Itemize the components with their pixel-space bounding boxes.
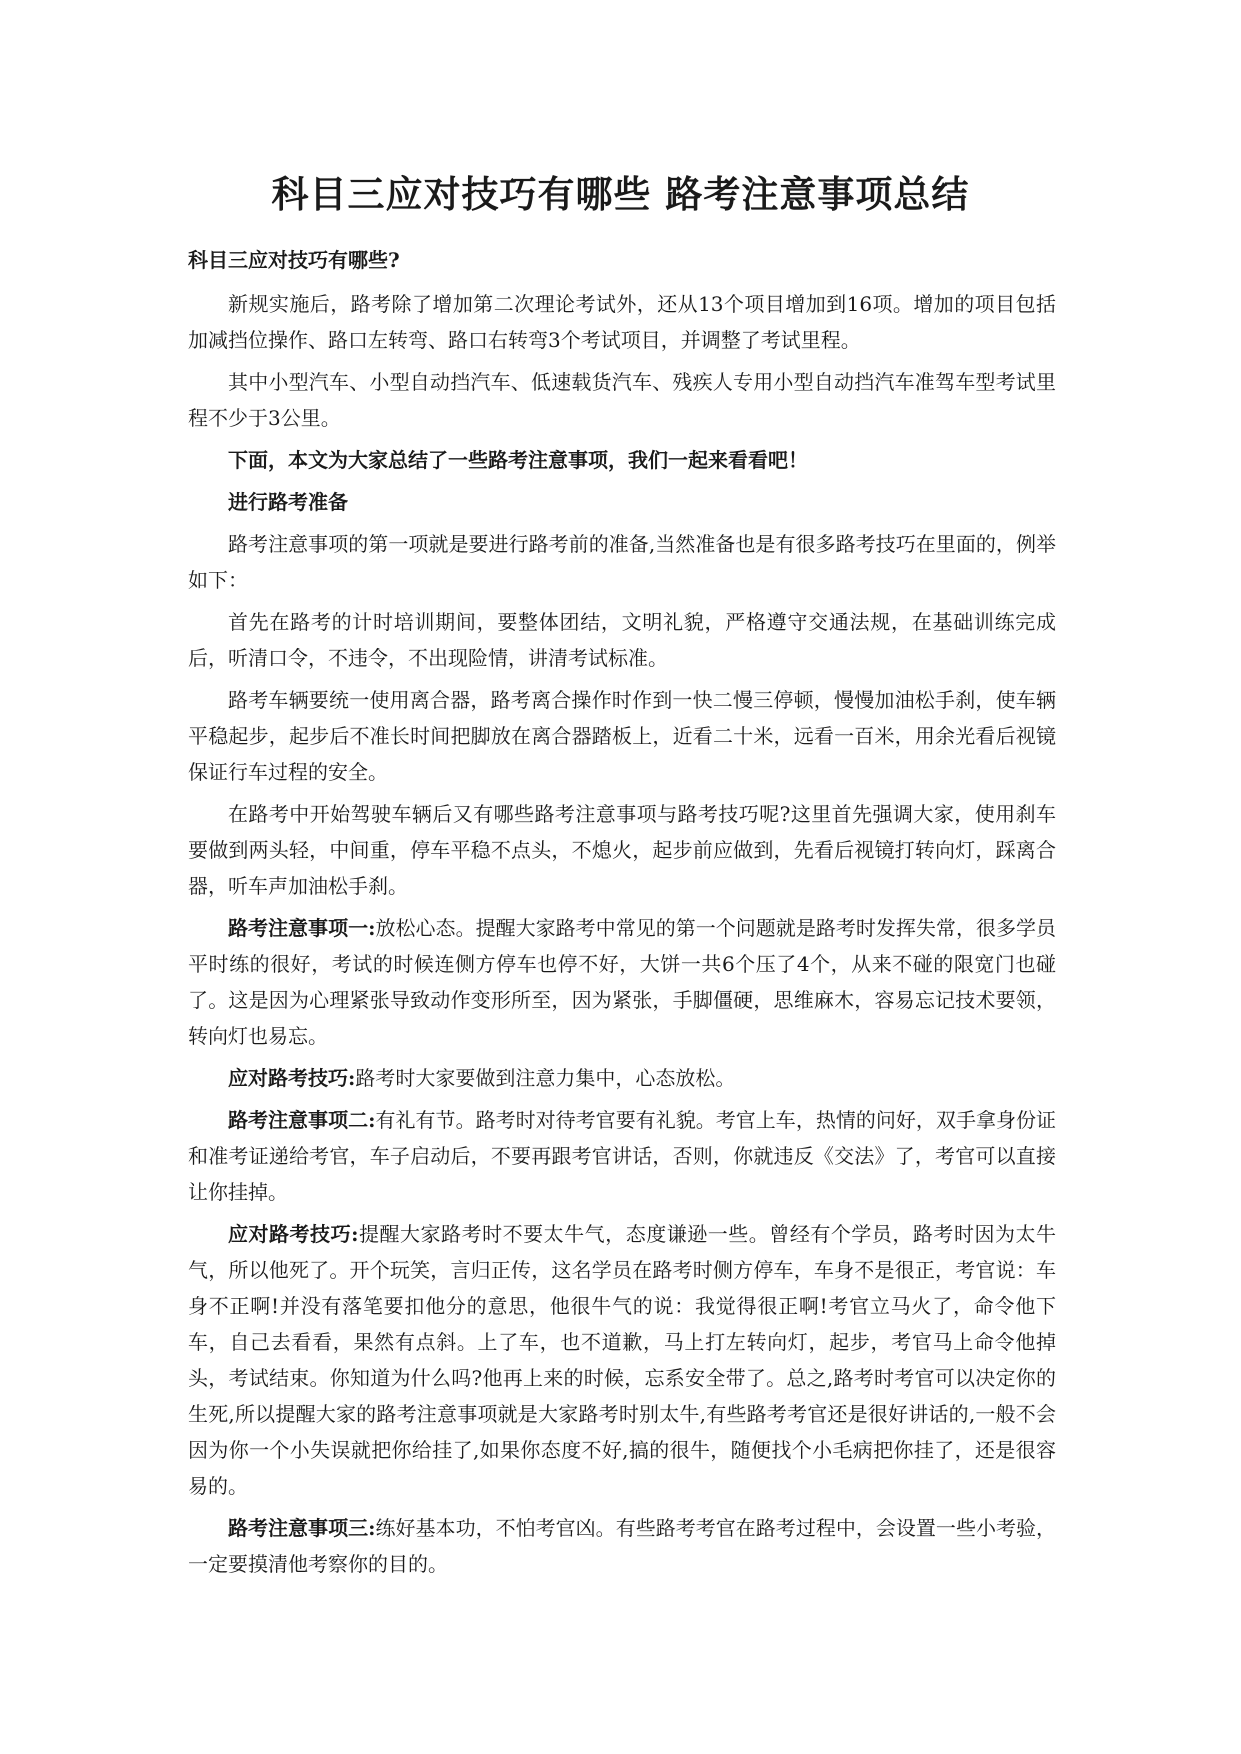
paragraph [188,910,1056,1054]
paragraph-lead: 路考注意事项三: [228,1516,376,1540]
paragraph: 新规实施后，路考除了增加第二次理论考试外，还从13个项目增加到16项。增加的项目包括加减挡位操作、路口左转弯、路口右转弯3个考试项目，并调整了考试里程。 [188,292,1056,352]
bold-paragraph: 下面，本文为大家总结了一些路考注意事项，我们一起来看看吧！ [228,448,808,472]
paragraph: 路考车辆要统一使用离合器，路考离合操作时作到一快二慢三停顿，慢慢加油松手刹，使车辆平稳起步，起步后不准长时间把脚放在离合器踏板上，近看二十米，远看一百米，用余光看后视镜保证行车过程的安全。 [188,688,1056,784]
paragraph-lead: 应对路考技巧: [228,1222,359,1246]
paragraph-text: 有礼有节。路考时对待考官要有礼貌。考官上车，热情的问好，双手拿身份证和准考证递给考官，车子启动后，不要再跟考官讲话，否则，你就违反《交法》了，考官可以直接让你挂掉。 [188,1108,1057,1204]
paragraph: 路考注意事项的第一项就是要进行路考前的准备,当然准备也是有很多路考技巧在里面的，例举如下： [188,532,1056,592]
paragraph-text: 路考时大家要做到注意力集中，心态放松。 [355,1066,736,1090]
paragraph: 在路考中开始驾驶车辆后又有哪些路考注意事项与路考技巧呢?这里首先强调大家，使用刹车要做到两头轻，中间重，停车平稳不点头，不熄火，起步前应做到，先看后视镜打转向灯，踩离合器，听车声加油松手刹。 [188,802,1056,898]
section-heading: 科目三应对技巧有哪些? [188,248,400,272]
subsection-heading: 进行路考准备 [228,490,348,514]
paragraph: 首先在路考的计时培训期间，要整体团结，文明礼貌，严格遵守交通法规，在基础训练完成后，听清口令，不违令，不出现险情，讲清考试标准。 [188,610,1056,670]
document-title: 科目三应对技巧有哪些 路考注意事项总结 [271,172,970,216]
paragraph-lead: 路考注意事项二: [228,1108,376,1132]
paragraph [188,1510,1056,1582]
paragraph [188,1060,1056,1096]
paragraph: 其中小型汽车、小型自动挡汽车、低速载货汽车、残疾人专用小型自动挡汽车准驾车型考试里程不少于3公里。 [188,370,1056,430]
document-body [188,242,1056,1588]
paragraph [188,1216,1056,1504]
paragraph-lead: 路考注意事项一: [228,916,376,940]
paragraph-text: 提醒大家路考时不要太牛气，态度谦逊一些。曾经有个学员，路考时因为太牛气，所以他死了。开个玩笑，言归正传，这名学员在路考时侧方停车，车身不是很正，考官说：车身不正啊!并没有落笔要扣他分的意思，他很牛气的说：我觉得很正啊!考官立马火了，命令他下车，自己去看看，果然有点斜。上了车，也不道歉，马上打左转向灯，起步，考官马上命令他掉头，考试结束。你知道为什么吗?他再上来的时候，忘系安全带了。总之,路考时考官可以决定你的生死,所以提醒大家的路考注意事项就是大家路考时别太牛,有些路考考官还是很好讲话的,一般不会因为你一个小失误就把你给挂了,如果你态度不好,搞的很牛，随便找个小毛病把你挂了，还是很容易的。 [188,1222,1057,1498]
paragraph-text: 练好基本功，不怕考官凶。有些路考考官在路考过程中，会设置一些小考验，一定要摸清他考察你的目的。 [188,1516,1057,1576]
paragraph-text: 放松心态。提醒大家路考中常见的第一个问题就是路考时发挥失常，很多学员平时练的很好，考试的时候连侧方停车也停不好，大饼一共6个压了4个，从来不碰的限宽门也碰了。这是因为心理紧张导致动作变形所至，因为紧张，手脚僵硬，思维麻木，容易忘记技术要领，转向灯也易忘。 [188,916,1057,1048]
paragraph-lead: 应对路考技巧: [228,1066,356,1090]
paragraph [188,1102,1056,1210]
